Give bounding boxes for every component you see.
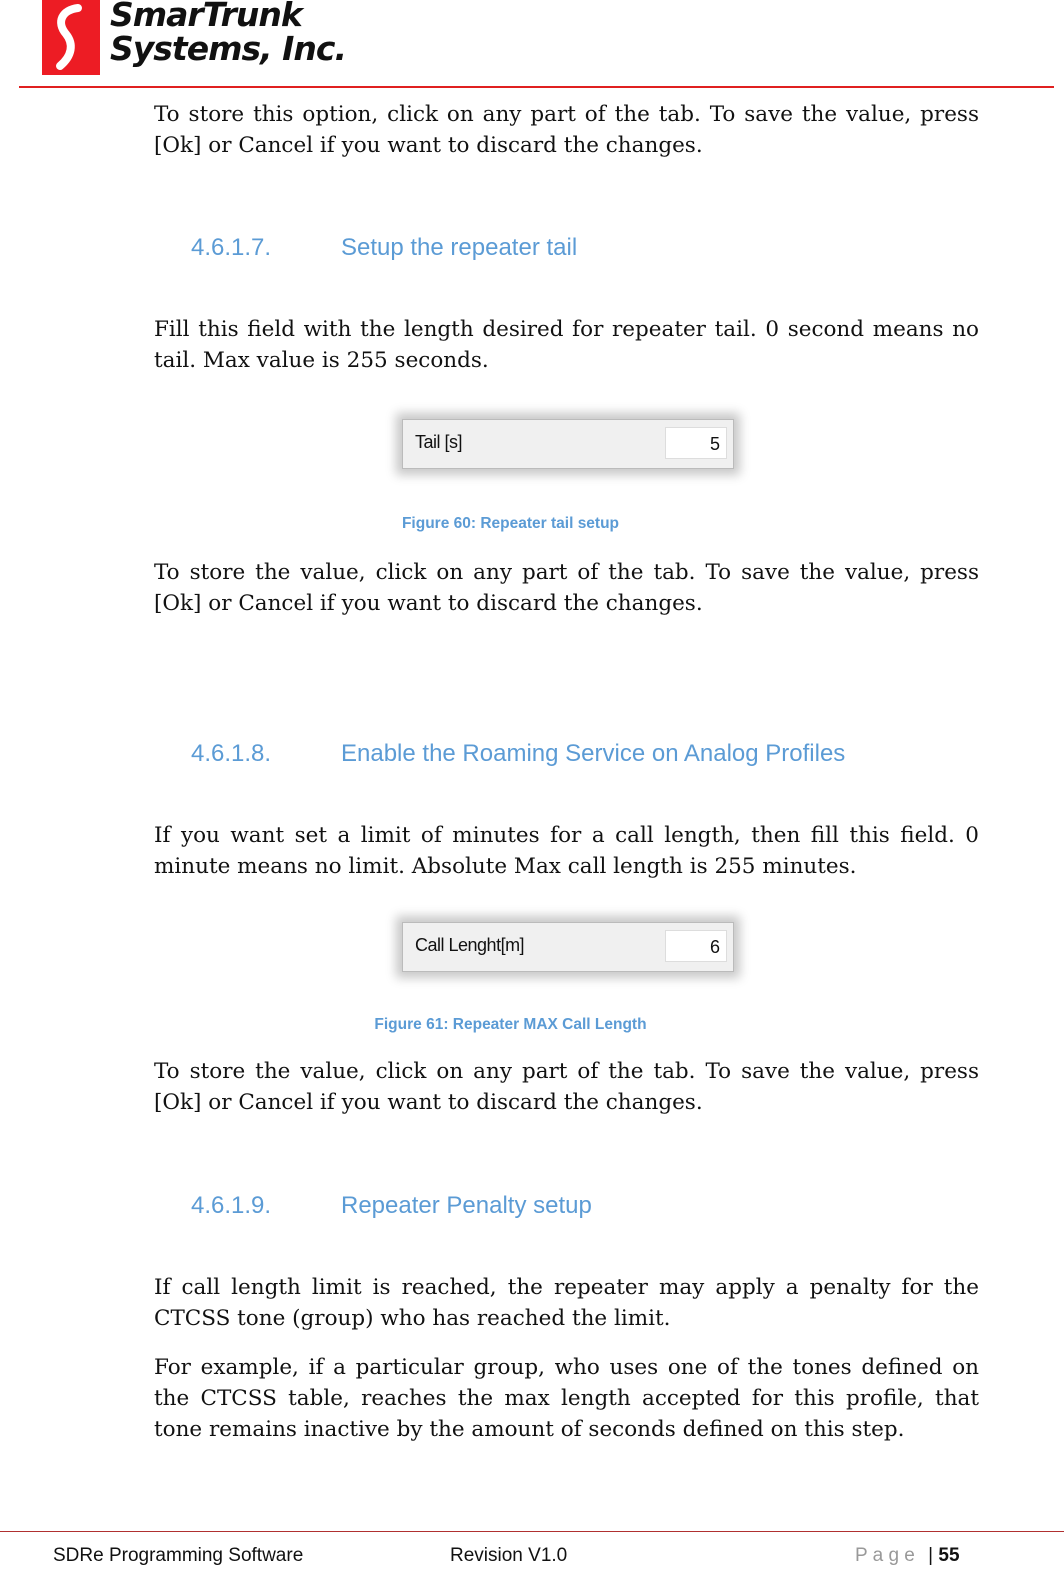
header-rule — [19, 86, 1054, 88]
logo-text — [110, 0, 346, 66]
logo-line1: SmarTrunk — [110, 0, 302, 34]
section-heading — [191, 234, 577, 262]
footer-rule — [0, 1531, 1064, 1532]
footer-left: SDRe Programming Software — [53, 1545, 304, 1566]
call-length-field-widget — [402, 922, 734, 972]
paragraph: If call length limit is reached, the repeater may apply a penalty for the CTCSS tone (group) who has reached the limit. — [154, 1275, 979, 1331]
heading-title: Setup the repeater tail — [341, 234, 578, 261]
footer-center: Revision V1.0 — [450, 1545, 568, 1566]
field-label: Call Lenght[m] — [415, 935, 525, 955]
logo-mark — [42, 0, 100, 75]
section-heading — [191, 740, 845, 768]
call-length-input: 6 — [665, 930, 727, 962]
paragraph: To store the value, click on any part of the tab. To save the value, press [Ok] or Cancel if you want to discard the changes. — [154, 1059, 979, 1115]
paragraph: If you want set a limit of minutes for a call length, then fill this field. 0 minute means no limit. Absolute Max call length is 255 minutes. — [154, 823, 979, 879]
section-heading — [191, 1192, 592, 1220]
footer-page — [855, 1545, 960, 1567]
heading-title: Enable the Roaming Service on Analog Profiles — [341, 740, 846, 767]
tail-input: 5 — [665, 427, 727, 459]
paragraph: Fill this field with the length desired for repeater tail. 0 second means no tail. Max value is 255 seconds. — [154, 317, 979, 373]
logo-line2: Systems, Inc. — [110, 29, 346, 68]
tail-field-widget — [402, 419, 734, 469]
field-label: Tail [s] — [415, 432, 463, 452]
heading-title: Repeater Penalty setup — [341, 1192, 592, 1219]
heading-number: 4.6.1.8. — [191, 740, 272, 767]
page-label: P a g e — [855, 1545, 915, 1566]
paragraph: To store this option, click on any part of the tab. To save the value, press [Ok] or Cancel if you want to discard the changes. — [154, 102, 979, 158]
heading-number: 4.6.1.7. — [191, 234, 272, 261]
page-number: 55 — [938, 1545, 960, 1566]
paragraph: To store the value, click on any part of the tab. To save the value, press [Ok] or Cancel if you want to discard the changes. — [154, 560, 979, 616]
page-separator: | — [928, 1545, 934, 1566]
paragraph: For example, if a particular group, who uses one of the tones defined on the CTCSS table, reaches the max length accepted for this profile, that tone remains inactive by the amount of seconds defined on this step. — [154, 1355, 979, 1442]
figure-caption: Figure 61: Repeater MAX Call Length — [374, 1016, 647, 1033]
heading-number: 4.6.1.9. — [191, 1192, 272, 1219]
figure-caption: Figure 60: Repeater tail setup — [401, 515, 620, 532]
